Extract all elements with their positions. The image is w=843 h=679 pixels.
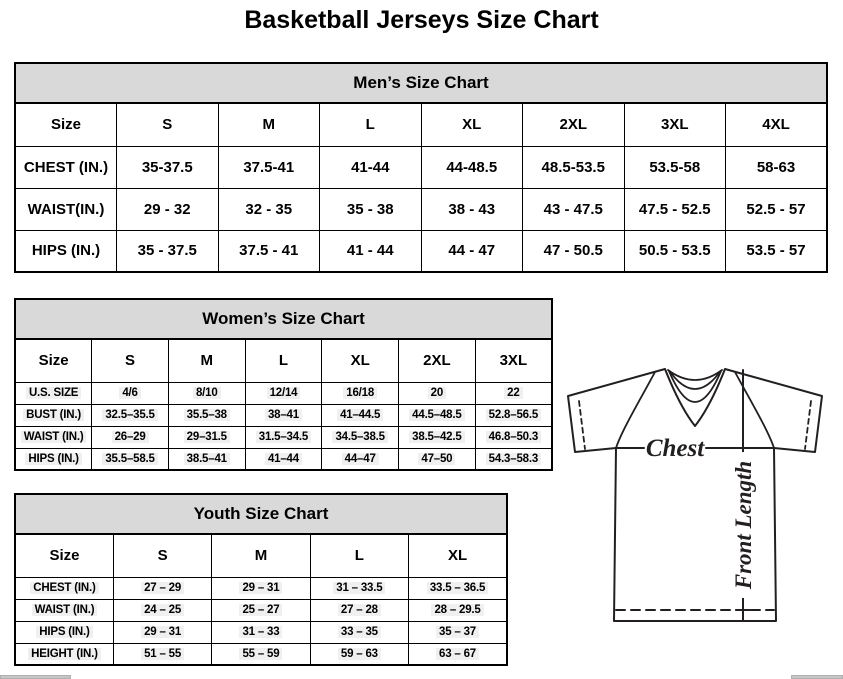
data-cell: 63 – 67: [409, 643, 507, 665]
data-cell: 44–47: [322, 448, 399, 470]
page-title: Basketball Jerseys Size Chart: [244, 6, 599, 34]
column-header: 3XL: [475, 339, 552, 382]
column-header: Size: [15, 534, 113, 577]
data-cell: 37.5-41: [218, 146, 320, 188]
row-label: WAIST (IN.): [15, 426, 92, 448]
table-row: [15, 188, 827, 230]
data-cell: 52.5 - 57: [726, 188, 828, 230]
row-label: WAIST (IN.): [15, 599, 113, 621]
table-row: [15, 621, 507, 643]
jersey-measurement-diagram: [558, 360, 840, 628]
column-header: L: [320, 103, 422, 146]
row-label: HEIGHT (IN.): [15, 643, 113, 665]
data-cell: 41–44: [245, 448, 322, 470]
data-cell: 48.5-53.5: [523, 146, 625, 188]
data-cell: 29 – 31: [212, 577, 310, 599]
data-cell: 47.5 - 52.5: [624, 188, 726, 230]
chest-label: Chest: [645, 435, 705, 462]
data-cell: 34.5–38.5: [322, 426, 399, 448]
column-header: 4XL: [726, 103, 828, 146]
table-row: [15, 643, 507, 665]
column-header: 3XL: [624, 103, 726, 146]
data-cell: 44.5–48.5: [399, 404, 476, 426]
table-row: [15, 448, 552, 470]
column-header-row: [15, 339, 552, 382]
table-row: [15, 146, 827, 188]
table-row: [15, 382, 552, 404]
data-cell: 50.5 - 53.5: [624, 230, 726, 272]
data-cell: 29 - 32: [117, 188, 219, 230]
data-cell: 29 – 31: [113, 621, 211, 643]
data-cell: 33 – 35: [310, 621, 408, 643]
column-header: M: [212, 534, 310, 577]
column-header: XL: [409, 534, 507, 577]
data-cell: 31.5–34.5: [245, 426, 322, 448]
row-label: HIPS (IN.): [15, 230, 117, 272]
column-header: S: [113, 534, 211, 577]
data-cell: 38.5–41: [168, 448, 245, 470]
column-header: S: [117, 103, 219, 146]
column-header: L: [310, 534, 408, 577]
row-label: U.S. SIZE: [15, 382, 92, 404]
data-cell: 12/14: [245, 382, 322, 404]
table-row: [15, 577, 507, 599]
data-cell: 41 - 44: [320, 230, 422, 272]
data-cell: 38.5–42.5: [399, 426, 476, 448]
table-row: [15, 599, 507, 621]
data-cell: 47–50: [399, 448, 476, 470]
scrollbar-thumb-fragment-left[interactable]: [0, 675, 71, 679]
column-header: XL: [421, 103, 523, 146]
column-header: XL: [322, 339, 399, 382]
data-cell: 24 – 25: [113, 599, 211, 621]
data-cell: 32.5–35.5: [92, 404, 169, 426]
womens-size-table: [14, 298, 553, 471]
data-cell: 29–31.5: [168, 426, 245, 448]
column-header: 2XL: [523, 103, 625, 146]
data-cell: 16/18: [322, 382, 399, 404]
table-title-row: [15, 299, 552, 339]
data-cell: 4/6: [92, 382, 169, 404]
jersey-diagram-icon: [558, 360, 840, 628]
column-header: M: [168, 339, 245, 382]
data-cell: 35 – 37: [409, 621, 507, 643]
row-label: CHEST (IN.): [15, 146, 117, 188]
row-label: CHEST (IN.): [15, 577, 113, 599]
data-cell: 55 – 59: [212, 643, 310, 665]
data-cell: 54.3–58.3: [475, 448, 552, 470]
data-cell: 25 – 27: [212, 599, 310, 621]
data-cell: 51 – 55: [113, 643, 211, 665]
data-cell: 28 – 29.5: [409, 599, 507, 621]
table-row: [15, 404, 552, 426]
youth-size-table: [14, 493, 508, 666]
data-cell: 8/10: [168, 382, 245, 404]
data-cell: 35 - 37.5: [117, 230, 219, 272]
data-cell: 35.5–58.5: [92, 448, 169, 470]
data-cell: 41–44.5: [322, 404, 399, 426]
data-cell: 35.5–38: [168, 404, 245, 426]
row-label: BUST (IN.): [15, 404, 92, 426]
data-cell: 38 - 43: [421, 188, 523, 230]
data-cell: 53.5-58: [624, 146, 726, 188]
data-cell: 26–29: [92, 426, 169, 448]
table-title-row: [15, 63, 827, 103]
mens-size-table: [14, 62, 828, 273]
table-row: [15, 426, 552, 448]
row-label: WAIST(IN.): [15, 188, 117, 230]
column-header-row: [15, 103, 827, 146]
mens-table-title: Men’s Size Chart: [15, 63, 827, 103]
data-cell: 31 – 33: [212, 621, 310, 643]
data-cell: 27 – 28: [310, 599, 408, 621]
data-cell: 20: [399, 382, 476, 404]
data-cell: 27 – 29: [113, 577, 211, 599]
data-cell: 35 - 38: [320, 188, 422, 230]
data-cell: 35-37.5: [117, 146, 219, 188]
data-cell: 38–41: [245, 404, 322, 426]
jersey-outline: [568, 369, 822, 621]
scrollbar-thumb-fragment-right[interactable]: [791, 675, 843, 679]
data-cell: 58-63: [726, 146, 828, 188]
column-header: Size: [15, 103, 117, 146]
column-header: 2XL: [399, 339, 476, 382]
data-cell: 41-44: [320, 146, 422, 188]
front-length-label: Front Length: [731, 460, 756, 590]
youth-table-title: Youth Size Chart: [15, 494, 507, 534]
table-title-row: [15, 494, 507, 534]
data-cell: 22: [475, 382, 552, 404]
data-cell: 59 – 63: [310, 643, 408, 665]
data-cell: 33.5 – 36.5: [409, 577, 507, 599]
data-cell: 52.8–56.5: [475, 404, 552, 426]
column-header: L: [245, 339, 322, 382]
data-cell: 31 – 33.5: [310, 577, 408, 599]
column-header: Size: [15, 339, 92, 382]
data-cell: 32 - 35: [218, 188, 320, 230]
column-header: S: [92, 339, 169, 382]
womens-table-title: Women’s Size Chart: [15, 299, 552, 339]
data-cell: 47 - 50.5: [523, 230, 625, 272]
row-label: HIPS (IN.): [15, 621, 113, 643]
column-header: M: [218, 103, 320, 146]
table-row: [15, 230, 827, 272]
row-label: HIPS (IN.): [15, 448, 92, 470]
data-cell: 46.8–50.3: [475, 426, 552, 448]
column-header-row: [15, 534, 507, 577]
data-cell: 37.5 - 41: [218, 230, 320, 272]
data-cell: 43 - 47.5: [523, 188, 625, 230]
data-cell: 53.5 - 57: [726, 230, 828, 272]
data-cell: 44-48.5: [421, 146, 523, 188]
data-cell: 44 - 47: [421, 230, 523, 272]
